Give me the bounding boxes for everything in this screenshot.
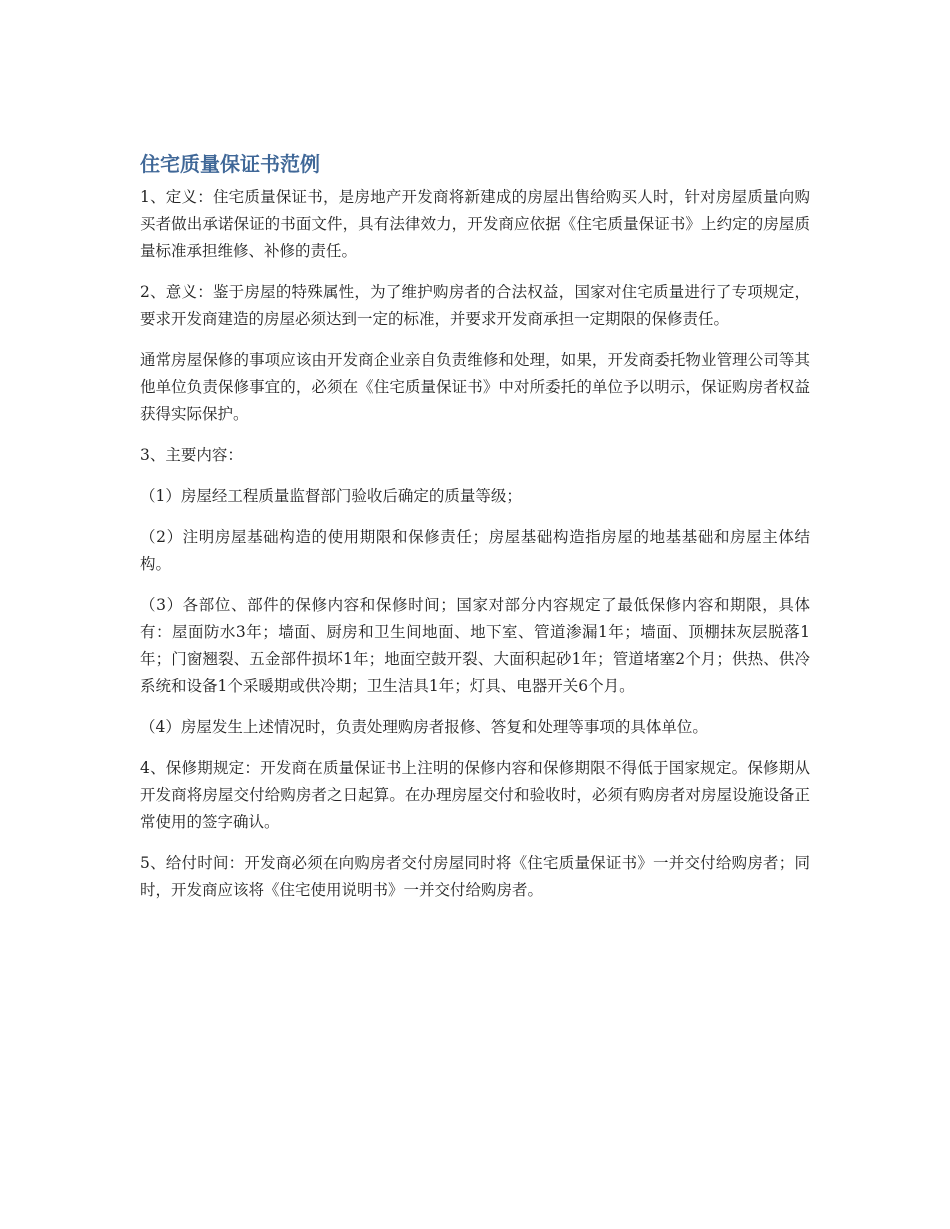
paragraph-delivery-time: 5、给付时间：开发商必须在向购房者交付房屋同时将《住宅质量保证书》一并交付给购房者；同时，开发商应该将《住宅使用说明书》一并交付给购房者。 xyxy=(140,854,810,899)
paragraph-item-1: （1）房屋经工程质量监督部门验收后确定的质量等级； xyxy=(140,487,522,505)
paragraph-warranty-period: 4、保修期规定：开发商在质量保证书上注明的保修内容和保修期限不得低于国家规定。保修期从开发商将房屋交付给购房者之日起算。在办理房屋交付和验收时，必须有购房者对房屋设施设备正常使用的签字确认。 xyxy=(140,759,810,831)
paragraph-warranty-handling: 通常房屋保修的事项应该由开发商企业亲自负责维修和处理，如果，开发商委托物业管理公司等其他单位负责保修事宜的，必须在《住宅质量保证书》中对所委托的单位予以明示，保证购房者权益获得实际保护。 xyxy=(140,351,810,423)
document-body xyxy=(140,150,810,918)
paragraph-main-contents-heading: 3、主要内容： xyxy=(140,446,243,464)
document-title: 住宅质量保证书范例 xyxy=(140,152,320,176)
paragraph-item-2: （2）注明房屋基础构造的使用期限和保修责任；房屋基础构造指房屋的地基基础和房屋主体结构。 xyxy=(140,528,810,573)
paragraph-item-4: （4）房屋发生上述情况时，负责处理购房者报修、答复和处理等事项的具体单位。 xyxy=(140,718,708,736)
paragraph-item-3: （3）各部位、部件的保修内容和保修时间；国家对部分内容规定了最低保修内容和期限，具体有：屋面防水3年；墙面、厨房和卫生间地面、地下室、管道渗漏1年；墙面、顶棚抹灰层脱落1年；门窗翘裂、五金部件损坏1年；地面空鼓开裂、大面积起砂1年；管道堵塞2个月；供热、供冷系统和设备1个采暖期或供冷期；卫生洁具1年；灯具、电器开关6个月。 xyxy=(140,596,810,695)
paragraph-significance: 2、意义：鉴于房屋的特殊属性，为了维护购房者的合法权益，国家对住宅质量进行了专项规定，要求开发商建造的房屋必须达到一定的标准，并要求开发商承担一定期限的保修责任。 xyxy=(140,283,810,328)
paragraph-definition: 1、定义：住宅质量保证书，是房地产开发商将新建成的房屋出售给购买人时，针对房屋质量向购买者做出承诺保证的书面文件，具有法律效力，开发商应依据《住宅质量保证书》上约定的房屋质量标准承担维修、补修的责任。 xyxy=(140,188,810,260)
